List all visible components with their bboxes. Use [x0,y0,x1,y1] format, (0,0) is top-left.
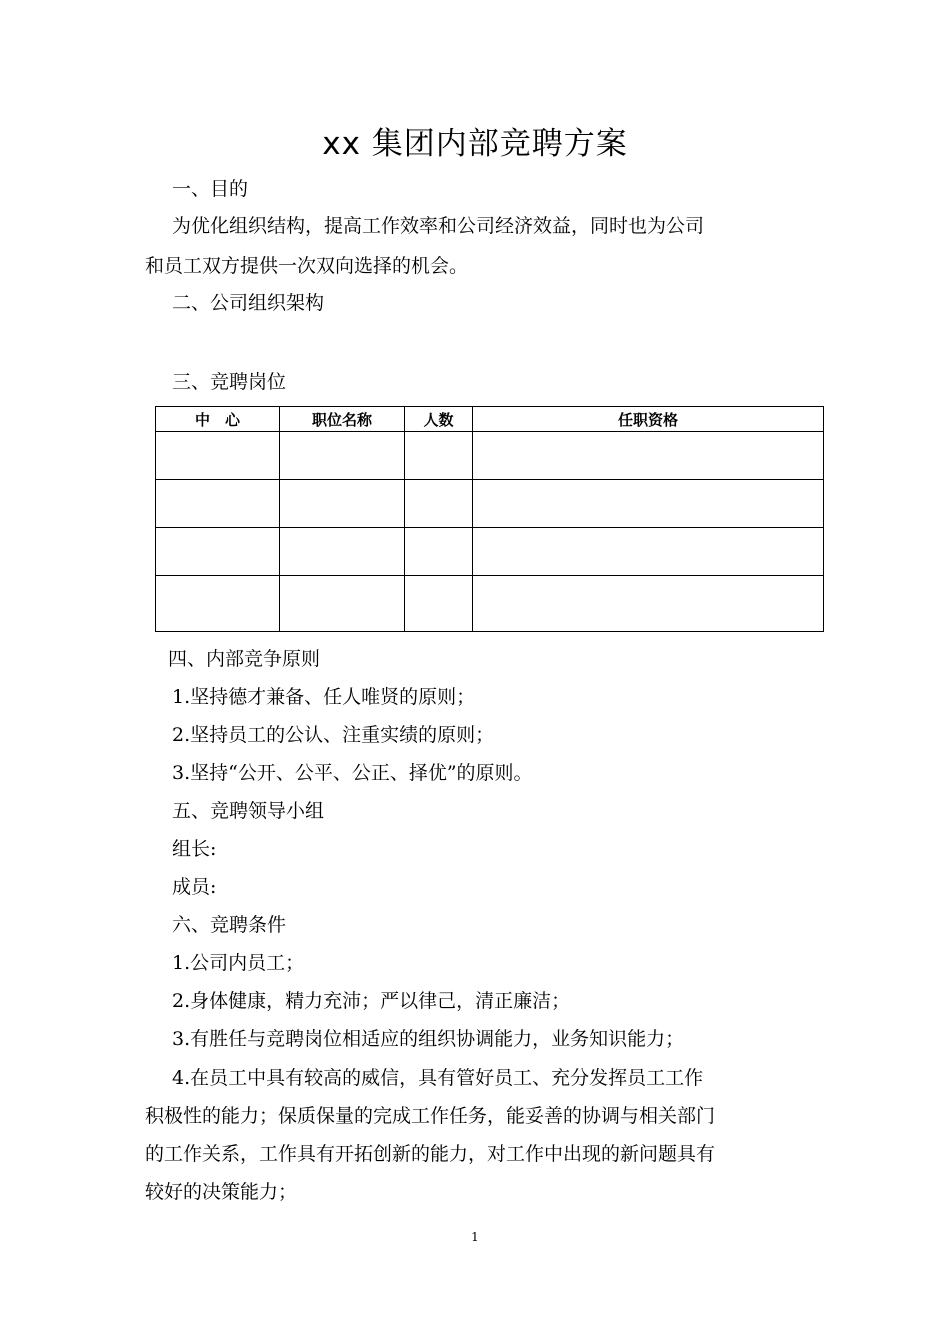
table-row [156,480,824,528]
section2-heading: 二、公司组织架构 [172,292,325,314]
section6-item-4-line4: 较好的决策能力； [145,1181,298,1203]
table-cell [473,576,824,632]
table-cell [473,432,824,480]
section6-item-1: 1.公司内员工； [172,952,305,974]
page-number: 1 [471,1230,479,1244]
section4-item-1: 1.坚持德才兼备、任人唯贤的原则； [172,686,476,708]
section5-members: 成员: [172,876,217,898]
table-cell [405,528,473,576]
section1-heading: 一、目的 [172,178,249,200]
section6-item-4-line2: 积极性的能力；保质保量的完成工作任务，能妥善的协调与相关部门 [145,1105,716,1127]
table-cell [156,528,280,576]
section4-item-2: 2.坚持员工的公认、注重实绩的原则； [172,724,495,746]
table-cell [156,576,280,632]
table-row [156,432,824,480]
section4-item-3: 3.坚持“公开、公平、公正、择优”的原则。 [172,762,533,784]
section6-item-2: 2.身体健康，精力充沛；严以律己，清正廉洁； [172,990,571,1012]
table-cell [405,576,473,632]
table-header-center: 中 心 [156,407,280,432]
table-cell [473,480,824,528]
section5-leader: 组长: [172,838,217,860]
table-cell [280,480,405,528]
table-cell [156,480,280,528]
table-header-position: 职位名称 [280,407,405,432]
table-cell [280,576,405,632]
section5-heading: 五、竞聘领导小组 [172,800,325,822]
document-title: xx 集团内部竞聘方案 [322,126,628,162]
positions-table [155,406,824,632]
table-cell [280,432,405,480]
table-cell [405,480,473,528]
section6-item-3: 3.有胜任与竞聘岗位相适应的组织协调能力，业务知识能力； [172,1028,685,1050]
table-cell [280,528,405,576]
table-cell [473,528,824,576]
table-header-count: 人数 [405,407,473,432]
table-header-row [156,407,824,432]
table-row [156,576,824,632]
section6-heading: 六、竞聘条件 [172,914,287,936]
table-cell [156,432,280,480]
section3-heading: 三、竞聘岗位 [172,371,287,393]
section1-paragraph-line2: 和员工双方提供一次双向选择的机会。 [145,255,469,277]
section4-heading: 四、内部竞争原则 [168,648,321,670]
table-cell [405,432,473,480]
table-header-qualification: 任职资格 [473,407,824,432]
section6-item-4-line3: 的工作关系，工作具有开拓创新的能力，对工作中出现的新问题具有 [145,1143,716,1165]
table-row [156,528,824,576]
section1-paragraph-line1: 为优化组织结构，提高工作效率和公司经济效益，同时也为公司 [172,215,705,237]
section6-item-4-line1: 4.在员工中具有较高的威信，具有管好员工、充分发挥员工工作 [172,1067,704,1089]
